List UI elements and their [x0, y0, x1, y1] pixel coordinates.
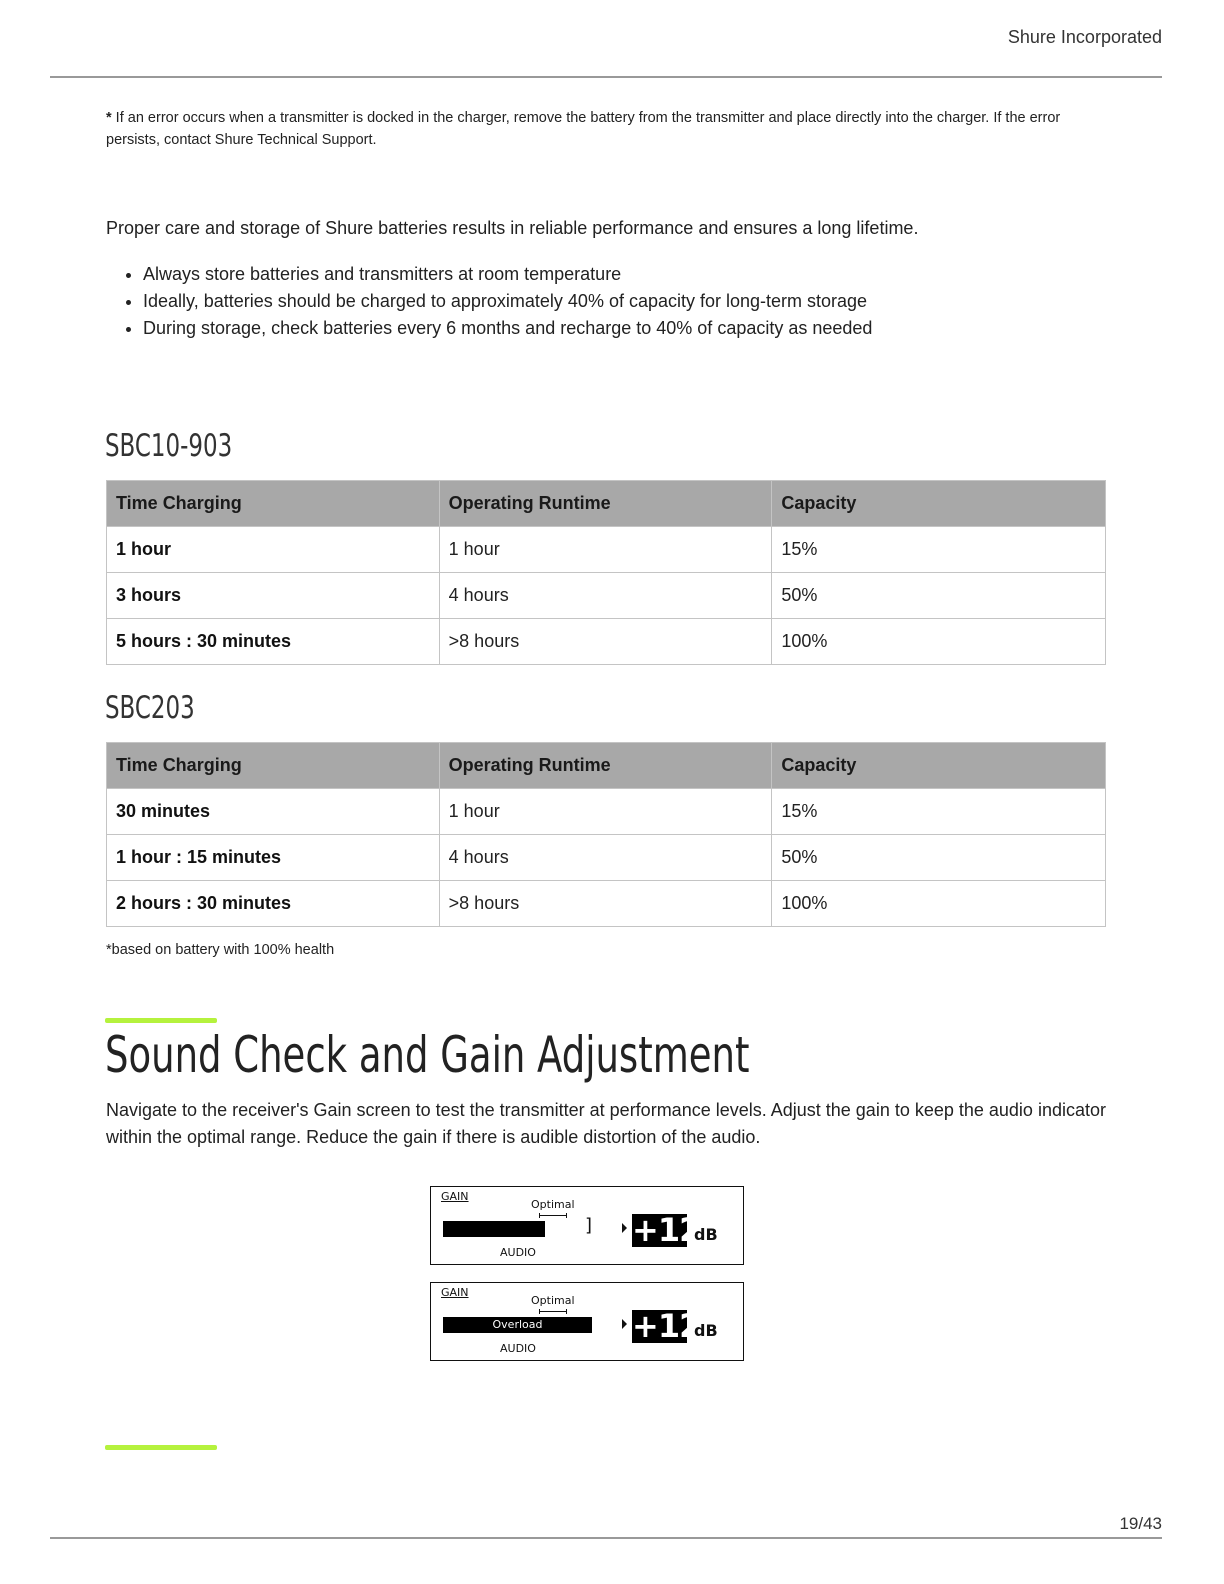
lcd-gain-value: +12	[632, 1307, 701, 1345]
section-title: Sound Check and Gain Adjustment	[105, 1026, 750, 1084]
gain-screen-overload	[430, 1282, 744, 1361]
lcd-audio-label: AUDIO	[500, 1246, 536, 1259]
table-row	[107, 619, 1106, 665]
table-cell: 1 hour : 15 minutes	[107, 835, 440, 881]
table-cell: 100%	[772, 619, 1106, 665]
table-cell: 100%	[772, 881, 1106, 927]
section-accent-bar	[105, 1018, 217, 1023]
section-body: Navigate to the receiver's Gain screen to test the transmitter at performance levels. Adjust the gain to keep the audio indicator within the optimal range. Reduce the gain if there is audible distortion of the audio.	[106, 1100, 1106, 1147]
table-row	[107, 789, 1106, 835]
lcd-optimal-label: Optimal	[531, 1294, 575, 1307]
lcd-optimal-label: Optimal	[531, 1198, 575, 1211]
lcd-db-unit: dB	[694, 1321, 718, 1340]
page-number: 19/43	[1119, 1514, 1162, 1533]
model-title-sbc203: SBC203	[105, 690, 195, 726]
table-cell: 1 hour	[439, 527, 772, 573]
footnote-text: If an error occurs when a transmitter is docked in the charger, remove the battery from the transmitter and place directly into the charger. If the error persists, contact Shure Technical Support.	[106, 110, 1061, 148]
lcd-audio-label: AUDIO	[500, 1342, 536, 1355]
error-footnote	[106, 107, 1116, 151]
lcd-db-unit: dB	[694, 1225, 718, 1244]
gain-screen-optimal	[430, 1186, 744, 1265]
table-row	[107, 527, 1106, 573]
header-divider	[50, 76, 1162, 78]
table-cell: 30 minutes	[107, 789, 440, 835]
table-header-row	[107, 743, 1106, 789]
table-cell: 4 hours	[439, 835, 772, 881]
table-cell: 1 hour	[107, 527, 440, 573]
column-header: Time Charging	[107, 481, 440, 527]
table-row	[107, 835, 1106, 881]
battery-health-note: *based on battery with 100% health	[106, 942, 335, 958]
table-cell: 15%	[772, 527, 1106, 573]
table-cell: >8 hours	[439, 881, 772, 927]
table-cell: 50%	[772, 573, 1106, 619]
care-list	[106, 261, 872, 342]
section-accent-bar	[105, 1445, 217, 1450]
lcd-gain-label: GAIN	[441, 1286, 469, 1299]
table-row	[107, 881, 1106, 927]
charging-table-sbc203	[106, 742, 1106, 927]
audio-level-meter-overload: Overload	[443, 1317, 592, 1333]
footnote-marker: *	[106, 110, 112, 126]
pointer-arrow-icon	[622, 1223, 627, 1233]
table-header-row	[107, 481, 1106, 527]
pointer-arrow-icon	[622, 1319, 627, 1329]
meter-end-bracket: ]	[585, 1215, 593, 1236]
table-cell: >8 hours	[439, 619, 772, 665]
table-cell: 4 hours	[439, 573, 772, 619]
column-header: Capacity	[772, 481, 1106, 527]
column-header: Time Charging	[107, 743, 440, 789]
table-cell: 50%	[772, 835, 1106, 881]
table-cell: 15%	[772, 789, 1106, 835]
list-item: • Ideally, batteries should be charged to approximately 40% of capacity for long-term storage	[143, 288, 872, 315]
table-cell: 3 hours	[107, 573, 440, 619]
list-item: • During storage, check batteries every 6 months and recharge to 40% of capacity as needed	[143, 315, 872, 342]
lcd-gain-value: +12	[632, 1211, 701, 1249]
audio-level-meter	[443, 1221, 545, 1237]
column-header: Operating Runtime	[439, 481, 772, 527]
model-title-sbc10-903: SBC10-903	[105, 428, 233, 464]
footer-divider	[50, 1537, 1162, 1539]
column-header: Capacity	[772, 743, 1106, 789]
optimal-range-bracket	[539, 1213, 567, 1218]
table-cell: 2 hours : 30 minutes	[107, 881, 440, 927]
lcd-gain-label: GAIN	[441, 1190, 469, 1203]
header-company-name: Shure Incorporated	[1007, 27, 1162, 47]
table-cell: 5 hours : 30 minutes	[107, 619, 440, 665]
list-item: • Always store batteries and transmitters at room temperature	[143, 261, 872, 288]
table-cell: 1 hour	[439, 789, 772, 835]
charging-table-sbc10-903	[106, 480, 1106, 665]
optimal-range-bracket	[539, 1309, 567, 1314]
column-header: Operating Runtime	[439, 743, 772, 789]
care-intro: Proper care and storage of Shure batteries results in reliable performance and ensures a long lifetime.	[106, 218, 919, 238]
table-row	[107, 573, 1106, 619]
